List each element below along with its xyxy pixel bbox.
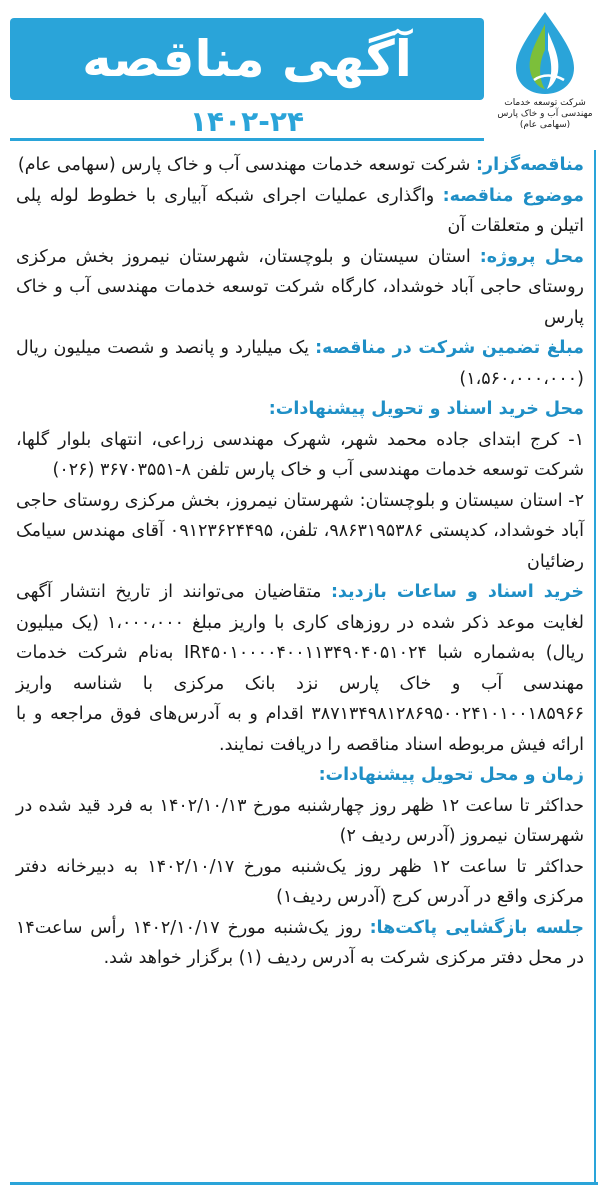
notice-title: آگهی مناقصه xyxy=(82,30,412,88)
bottom-divider xyxy=(10,1182,598,1185)
subject-paragraph xyxy=(16,181,584,242)
logo-line-3: (سهامی عام) xyxy=(519,120,571,130)
location-text: استان سیستان و بلوچستان، شهرستان نیمروز بخش مرکزی روستای حاجی آباد خوشداد، کارگاه شرکت توسعه خدمات مهندسی آب و خاک پارس xyxy=(16,246,584,328)
deadline-1: حداکثر تا ساعت ۱۲ ظهر روز چهارشنبه مورخ ۱۴۰۲/۱۰/۱۳ به فرد قید شده در شهرستان نیمروز (آدرس ردیف ۲) xyxy=(16,795,584,846)
guarantee-paragraph xyxy=(16,333,584,394)
opening-paragraph xyxy=(16,913,584,974)
purchase-time-paragraph xyxy=(16,577,584,760)
address-1: ۱- کرج ابتدای جاده محمد شهر، شهرک مهندسی زراعی، انتهای بلوار گلها، شرکت توسعه خدمات مهندسی آب و خاک پارس تلفن ۸-۳۶۷۰۳۵۵۱ (۰۲۶) xyxy=(16,429,584,480)
logo-line-1: شرکت توسعه خدمات xyxy=(504,98,586,108)
tenderer-text: شرکت توسعه خدمات مهندسی آب و خاک پارس (سهامی عام) xyxy=(17,155,471,175)
tenderer-label: مناقصه‌گزار: xyxy=(476,155,584,175)
notice-body xyxy=(10,150,596,1182)
notice-header xyxy=(0,0,605,148)
purchase-time-text: متقاضیان می‌توانند از تاریخ انتشار آگهی لغایت موعد ذکر شده در روزهای کاری با واریز مبلغ ۱،۰۰۰،۰۰۰ (یک میلیون ریال) به‌شماره شبا IR۴۵۰۱۰۰۰۰۴۰۰۱۱۳۴۹۰۴۰۵۱۰۲۴ به‌نام شرکت خدمات مهندسی آب و خاک پارس نزد بانک مرکزی با شناسه واریز ۳۸۷۱۳۴۹۸۱۲۸۶۹۵۰۰۲۴۱۰۱۰۰۱۸۵۹۶۶ اقدام و به آدرس‌های فوق مراجعه و با ارائه فیش مربوطه اسناد مناقصه را دریافت نمایند. xyxy=(16,582,584,755)
guarantee-label: مبلغ تضمین شرکت در مناقصه: xyxy=(315,338,584,358)
company-logo xyxy=(492,10,598,142)
address-2: ۲- استان سیستان و بلوچستان: شهرستان نیمروز، بخش مرکزی روستای حاجی آباد خوشداد، کدپستی ۹۸۶۳۱۹۵۳۸۶، تلفن، ۰۹۱۲۳۶۲۴۴۹۵ آقای مهندس سیامک رضائیان xyxy=(16,490,584,572)
opening-label: جلسه بازگشایی پاکت‌ها: xyxy=(369,917,584,938)
subject-label: موضوع مناقصه: xyxy=(442,185,584,206)
water-drop-leaf-icon xyxy=(508,10,582,96)
tenderer-paragraph xyxy=(16,150,584,181)
location-label: محل پروژه: xyxy=(479,246,584,267)
deadline-2: حداکثر تا ساعت ۱۲ ظهر روز یک‌شنبه مورخ ۱۴۰۲/۱۰/۱۷ به دبیرخانه دفتر مرکزی واقع در آدرس کرج (آدرس ردیف۱) xyxy=(16,856,584,907)
logo-caption xyxy=(497,98,592,131)
deadline-heading: زمان و محل تحویل پیشنهادات: xyxy=(318,765,584,785)
logo-line-2: مهندسی آب و خاک پارس xyxy=(497,109,593,119)
guarantee-text: یک میلیارد و پانصد و شصت میلیون ریال (۱،۵۶۰،۰۰۰،۰۰۰) xyxy=(16,338,584,389)
date-bar xyxy=(10,104,484,141)
notice-date: ۱۴۰۲-۲۴ xyxy=(189,104,305,138)
purchase-place-heading: محل خرید اسناد و تحویل پیشنهادات: xyxy=(268,399,584,419)
purchase-time-label: خرید اسناد و ساعات بازدید: xyxy=(330,582,584,602)
location-paragraph xyxy=(16,242,584,334)
subject-text: واگذاری عملیات اجرای شبکه آبیاری با خطوط لوله پلی اتیلن و متعلقات آن xyxy=(16,185,584,236)
title-banner xyxy=(10,18,484,100)
opening-text: روز یک‌شنبه مورخ ۱۴۰۲/۱۰/۱۷ رأس ساعت۱۴ در محل دفتر مرکزی شرکت به آدرس ردیف (۱) برگزار خواهد شد. xyxy=(16,917,584,968)
